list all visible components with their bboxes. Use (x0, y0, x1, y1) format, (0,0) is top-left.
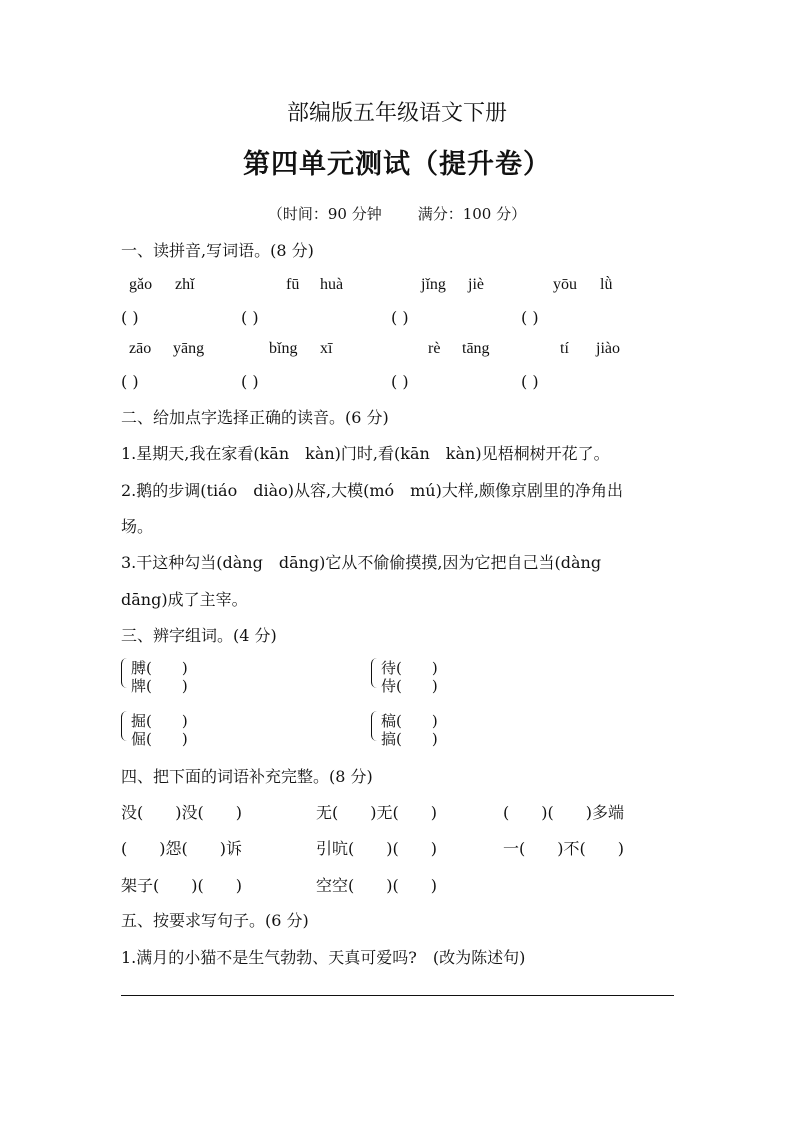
pinyin: zāo (129, 340, 152, 357)
char-item[interactable]: 侍( ) (381, 677, 438, 695)
answer-blank[interactable]: ( ) (121, 372, 139, 391)
idiom-item[interactable]: 空空( )( ) (316, 876, 437, 895)
brace (371, 658, 378, 688)
answer-blank[interactable]: ( ) (121, 308, 139, 327)
pinyin: bǐng (269, 340, 298, 357)
char-group (121, 710, 241, 746)
question-text: 3.干这种勾当(dàng dāng)它从不偷偷摸摸,因为它把自己当(dàng (121, 553, 602, 572)
section4-heading: 四、把下面的词语补充完整。(8 分) (121, 767, 373, 786)
pinyin: jǐng (421, 276, 446, 293)
pinyin: rè (428, 340, 441, 357)
brace (121, 658, 128, 688)
pinyin: xī (320, 340, 333, 357)
answer-blank[interactable]: ( ) (521, 308, 539, 327)
section3-heading: 三、辨字组词。(4 分) (121, 626, 277, 645)
idiom-item[interactable]: ( )( )多端 (503, 803, 624, 822)
answer-blank[interactable]: ( ) (521, 372, 539, 391)
idiom-item[interactable]: 没( )没( ) (121, 803, 242, 822)
char-group (371, 657, 491, 693)
answer-blank[interactable]: ( ) (241, 372, 259, 391)
question-text: dāng)成了主宰。 (121, 590, 248, 609)
full-score: 满分：100 分） (417, 205, 527, 223)
pinyin: tí (560, 340, 569, 357)
char-item[interactable]: 掘( ) (131, 712, 188, 730)
pinyin: fū (286, 276, 300, 293)
char-group (121, 657, 241, 693)
pinyin: lǜ (600, 276, 613, 293)
brace (121, 711, 128, 741)
exam-info (0, 203, 794, 224)
exam-title: 第四单元测试（提升卷） (243, 149, 551, 180)
idiom-item[interactable]: 无( )无( ) (316, 803, 437, 822)
pinyin: jiè (468, 276, 484, 293)
char-item[interactable]: 搞( ) (381, 730, 438, 748)
question-text: 1.满月的小猫不是生气勃勃、天真可爱吗? (改为陈述句) (121, 948, 526, 967)
char-group (371, 710, 491, 746)
section1-heading: 一、读拼音,写词语。(8 分) (121, 241, 314, 260)
pinyin: jiào (596, 340, 620, 357)
answer-blank[interactable]: ( ) (391, 308, 409, 327)
pinyin: zhǐ (175, 276, 195, 293)
char-item[interactable]: 倔( ) (131, 730, 188, 748)
idiom-item[interactable]: ( )怨( )诉 (121, 839, 242, 858)
char-item[interactable]: 待( ) (381, 659, 438, 677)
pinyin: tāng (462, 340, 490, 357)
idiom-item[interactable]: 一( )不( ) (503, 839, 624, 858)
pinyin: gǎo (129, 276, 153, 293)
idiom-item[interactable]: 引吭( )( ) (316, 839, 437, 858)
question-text: 场。 (121, 517, 154, 536)
pinyin: huà (320, 276, 344, 293)
question-text: 2.鹅的步调(tiáo diào)从容,大模(mó mú)大样,颇像京剧里的净角出 (121, 481, 623, 500)
char-item[interactable]: 膊( ) (131, 659, 188, 677)
section2-heading: 二、给加点字选择正确的读音。(6 分) (121, 408, 389, 427)
answer-blank[interactable]: ( ) (391, 372, 409, 391)
idiom-item[interactable]: 架子( )( ) (121, 876, 242, 895)
exam-subtitle: 部编版五年级语文下册 (286, 101, 507, 126)
pinyin: yōu (553, 276, 577, 293)
question-text: 1.星期天,我在家看(kān kàn)门时,看(kān kàn)见梧桐树开花了。 (121, 444, 610, 463)
brace (371, 711, 378, 741)
section5-heading: 五、按要求写句子。(6 分) (121, 911, 309, 930)
answer-line[interactable] (121, 995, 674, 996)
answer-blank[interactable]: ( ) (241, 308, 259, 327)
char-item[interactable]: 稿( ) (381, 712, 438, 730)
char-item[interactable]: 牌( ) (131, 677, 188, 695)
time-limit: （时间：90 分钟 (267, 205, 382, 223)
pinyin: yāng (173, 340, 205, 357)
